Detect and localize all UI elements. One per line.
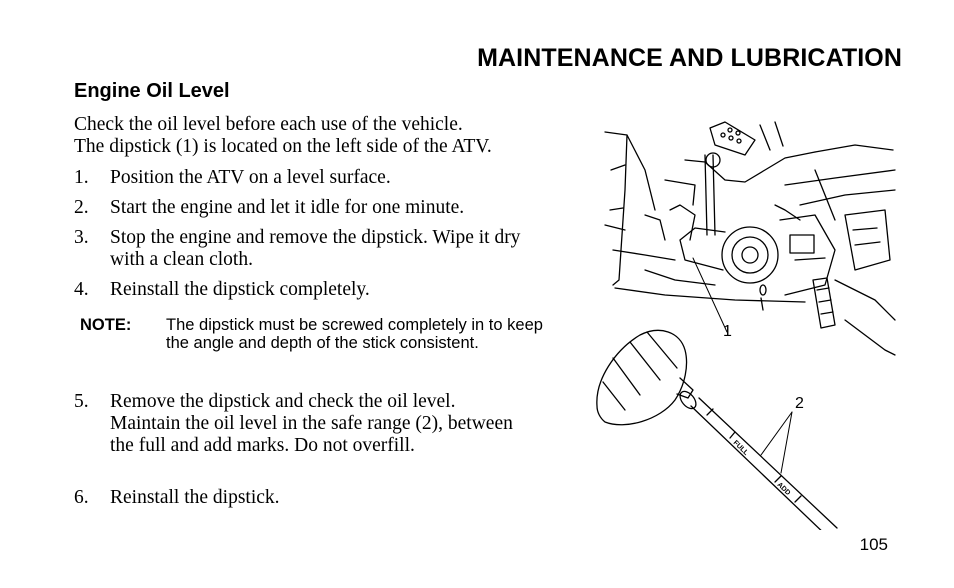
step-number: 6. xyxy=(74,487,89,508)
step-number: 1. xyxy=(74,167,89,188)
step-number: 2. xyxy=(74,197,89,218)
callout-1: 1 xyxy=(723,323,732,340)
step-number: 5. xyxy=(74,391,89,412)
step-text: Stop the engine and remove the dipstick. Wipe it dry with a clean cloth. xyxy=(110,227,521,270)
step-2 xyxy=(74,197,554,219)
dipstick-illustration xyxy=(585,110,900,530)
dipstick-drawing xyxy=(585,110,900,530)
callout-2: 2 xyxy=(795,395,804,412)
step-text: Reinstall the dipstick completely. xyxy=(110,279,370,300)
intro-paragraph xyxy=(74,114,574,158)
dipstick-shaft xyxy=(691,398,837,530)
section-title: Engine Oil Level xyxy=(74,80,230,102)
note-text: The dipstick must be screwed completely in to keep the angle and depth of the stick consistent. xyxy=(166,316,543,352)
engine-line-art xyxy=(605,122,895,355)
page-number: 105 xyxy=(859,535,888,554)
step-text: Start the engine and let it idle for one minute. xyxy=(110,197,465,218)
step-3 xyxy=(74,227,544,271)
step-text: Reinstall the dipstick. xyxy=(110,487,280,508)
step-1 xyxy=(74,167,554,189)
callout-2-leader-a xyxy=(761,412,792,455)
dipstick-add-mark: ADD xyxy=(775,481,792,497)
chapter-title: MAINTENANCE AND LUBRICATION xyxy=(477,44,902,72)
intro-line-2: The dipstick (1) is located on the left side of the ATV. xyxy=(74,136,492,157)
dipstick-full-mark: FULL xyxy=(731,439,750,457)
step-number: 3. xyxy=(74,227,89,248)
dipstick-cap xyxy=(597,330,699,424)
intro-line-1: Check the oil level before each use of the vehicle. xyxy=(74,114,463,135)
step-4 xyxy=(74,279,554,301)
step-text: Position the ATV on a level surface. xyxy=(110,167,391,188)
step-number: 4. xyxy=(74,279,89,300)
note-label: NOTE: xyxy=(80,316,132,334)
note-block xyxy=(80,316,560,352)
step-text: Remove the dipstick and check the oil level. Maintain the oil level in the safe range (2), between the full and add marks. Do not overfill. xyxy=(110,391,513,456)
step-5 xyxy=(74,391,524,457)
step-6 xyxy=(74,487,554,509)
callout-2-leader-b xyxy=(781,412,792,473)
